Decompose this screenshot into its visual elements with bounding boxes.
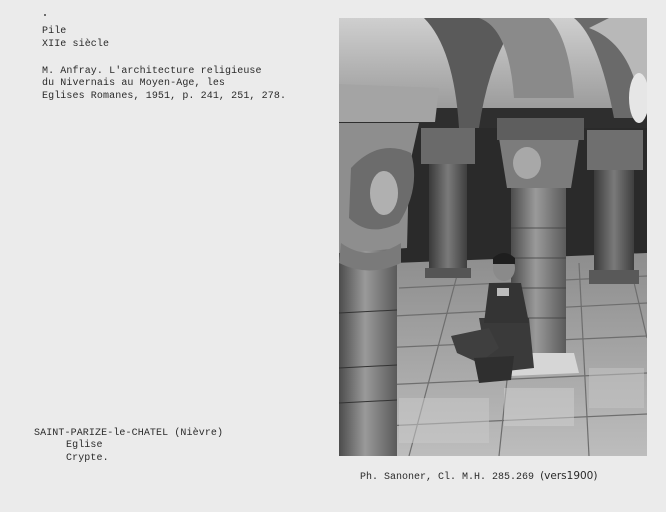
location-line-1: SAINT-PARIZE-le-CHATEL (Nièvre) — [34, 428, 224, 439]
credit-number: 285.269 — [492, 472, 535, 483]
credit-handwritten-date: (vers1900) — [540, 470, 598, 482]
photo-credit — [360, 470, 597, 483]
header-line-1: Pile — [42, 26, 67, 37]
reference-line-1: M. Anfray. L'architecture religieuse — [42, 66, 262, 77]
header-line-2: XIIe siècle — [42, 39, 110, 50]
location-line-3: Crypte. — [66, 453, 109, 464]
location-line-2: Eglise — [66, 440, 103, 451]
crypt-photograph — [339, 18, 647, 456]
mark-dot — [44, 14, 46, 16]
credit-typed: Ph. Sanoner, Cl. M.H. — [360, 472, 487, 483]
reference-line-2: du Nivernais au Moyen-Age, les — [42, 78, 226, 89]
reference-line-3: Eglises Romanes, 1951, p. 241, 251, 278. — [42, 91, 287, 102]
